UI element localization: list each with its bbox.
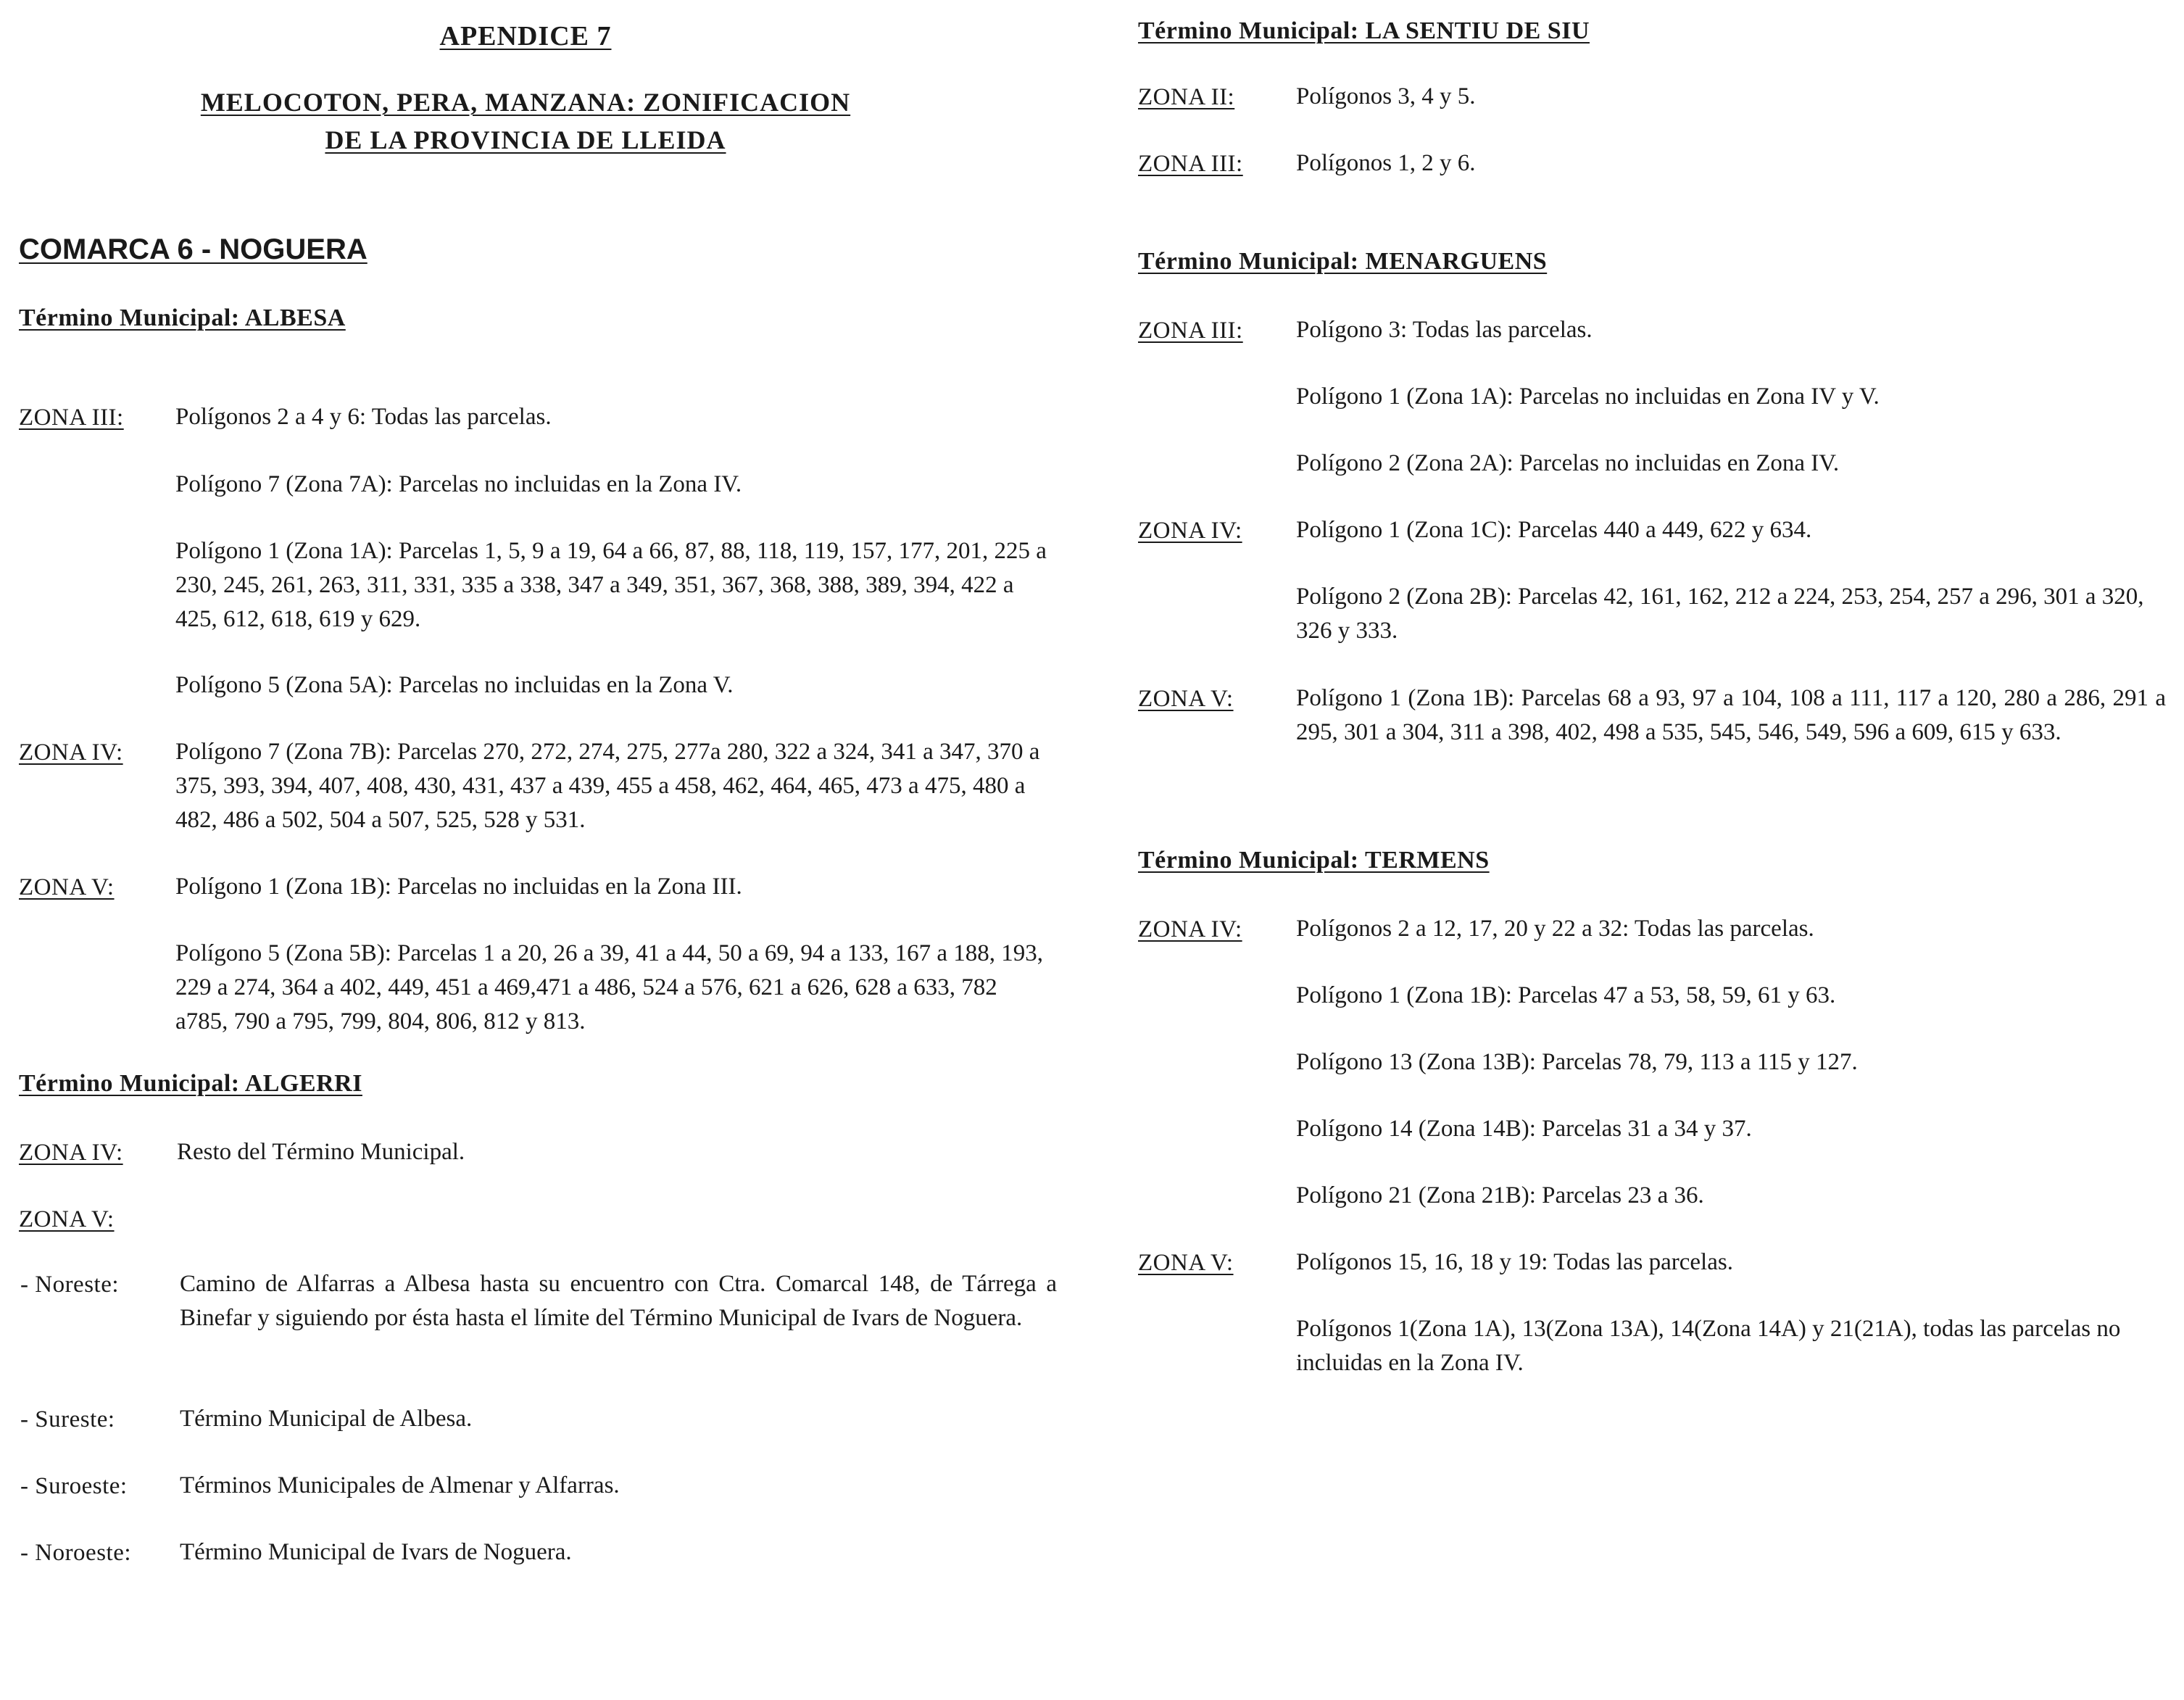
sentiu-zona-ii-label: ZONA II: [1138,84,1235,110]
menarguens-zona-iii-text-2: Polígono 1 (Zona 1A): Parcelas no incluidas en Zona IV y V. [1296,383,1880,410]
albesa-zona-iv-label: ZONA IV: [19,739,123,766]
menarguens-zona-iv-text-1: Polígono 1 (Zona 1C): Parcelas 440 a 449, 622 y 634. [1296,517,1812,543]
albesa-zona-iv-text-1: Polígono 7 (Zona 7B): Parcelas 270, 272, 274, 275, 277a 280, 322 a 324, 341 a 347, 370 a 375, 393, 394, 407, 408, 430, 431, 437 a 439, 455 a 458, 462, 464, 465, 473 a 475, 480 a 482, 486 a 502, 504 a 507, 525, 528 y 531. [175,739,1040,833]
menarguens-zona-v-label: ZONA V: [1138,686,1234,712]
termens-zona-v-label: ZONA V: [1138,1250,1234,1276]
algerri-noroeste-text: Término Municipal de Ivars de Noguera. [180,1539,572,1565]
menarguens-zona-iii-label: ZONA III: [1138,318,1243,344]
algerri-zona-v-label: ZONA V: [19,1206,115,1232]
algerri-zona-iv-text-1: Resto del Término Municipal. [177,1139,465,1165]
subtitle-line-1: MELOCOTON, PERA, MANZANA: ZONIFICACION [200,88,851,117]
menarguens-zona-iii-text-3: Polígono 2 (Zona 2A): Parcelas no incluidas en Zona IV. [1296,450,1840,476]
termino-sentiu-title: Término Municipal: LA SENTIU DE SIU [1138,17,1590,44]
termens-zona-iv-text-2: Polígono 1 (Zona 1B): Parcelas 47 a 53, 58, 59, 61 y 63. [1296,982,1836,1008]
algerri-sureste-label: - Sureste: [20,1406,115,1432]
sentiu-zona-ii-text-1: Polígonos 3, 4 y 5. [1296,83,1476,109]
albesa-zona-iii-label: ZONA III: [19,405,124,431]
termens-zona-iv-text-4: Polígono 14 (Zona 14B): Parcelas 31 a 34 y 37. [1296,1116,1752,1142]
menarguens-zona-iv-label: ZONA IV: [1138,518,1242,544]
algerri-noroeste-label: - Noroeste: [20,1540,132,1566]
termino-albesa-title: Término Municipal: ALBESA [19,304,346,331]
sentiu-zona-iii-label: ZONA III: [1138,151,1243,177]
algerri-zona-iv-label: ZONA IV: [19,1140,123,1166]
sentiu-zona-iii-text-1: Polígonos 1, 2 y 6. [1296,150,1476,176]
algerri-suroeste-label: - Suroeste: [20,1473,128,1499]
menarguens-zona-v-text-1: Polígono 1 (Zona 1B): Parcelas 68 a 93, 97 a 104, 108 a 111, 117 a 120, 280 a 286, 291 a 295, 301 a 304, 311 a 398, 402, 498 a 535, 545, 546, 549, 596 a 609, 615 y 633. [1296,685,2166,745]
termens-zona-v-text-2: Polígonos 1(Zona 1A), 13(Zona 13A), 14(Zona 14A) y 21(21A), todas las parcelas no incluidas en la Zona IV. [1296,1316,2121,1376]
termino-termens-title: Término Municipal: TERMENS [1138,847,1490,874]
appendix-title: APENDICE 7 [439,21,612,51]
albesa-zona-v-label: ZONA V: [19,874,115,900]
algerri-noreste-label: - Noreste: [20,1272,120,1298]
albesa-zona-iii-text-2: Polígono 7 (Zona 7A): Parcelas no incluidas en la Zona IV. [175,471,742,497]
termens-zona-iv-text-5: Polígono 21 (Zona 21B): Parcelas 23 a 36. [1296,1182,1704,1208]
albesa-zona-iii-text-4: Polígono 5 (Zona 5A): Parcelas no incluidas en la Zona V. [175,672,734,698]
termens-zona-iv-label: ZONA IV: [1138,916,1242,942]
albesa-zona-v-text-2: Polígono 5 (Zona 5B): Parcelas 1 a 20, 26 a 39, 41 a 44, 50 a 69, 94 a 133, 167 a 188, 193, 229 a 274, 364 a 402, 449, 451 a 469,471 a 486, 524 a 576, 621 a 626, 628 a 633, 782 a785, 790 a 795, 799, 804, 806, 812 y 813. [175,940,1043,1034]
algerri-noreste-text: Camino de Alfarras a Albesa hasta su encuentro con Ctra. Comarcal 148, de Tárrega a Binefar y siguiendo por ésta hasta el límite del Término Municipal de Ivars de Noguera. [180,1271,1057,1331]
termens-zona-v-text-1: Polígonos 15, 16, 18 y 19: Todas las parcelas. [1296,1249,1733,1275]
subtitle-line-2: DE LA PROVINCIA DE LLEIDA [325,125,726,154]
algerri-sureste-text: Término Municipal de Albesa. [180,1406,473,1432]
menarguens-zona-iii-text-1: Polígono 3: Todas las parcelas. [1296,317,1593,343]
termens-zona-iv-text-3: Polígono 13 (Zona 13B): Parcelas 78, 79, 113 a 115 y 127. [1296,1049,1858,1075]
albesa-zona-iii-text-1: Polígonos 2 a 4 y 6: Todas las parcelas. [175,404,552,430]
termens-zona-iv-text-1: Polígonos 2 a 12, 17, 20 y 22 a 32: Todas las parcelas. [1296,916,1814,942]
algerri-suroeste-text: Términos Municipales de Almenar y Alfarras. [180,1472,620,1498]
albesa-zona-v-text-1: Polígono 1 (Zona 1B): Parcelas no incluidas en la Zona III. [175,874,742,900]
albesa-zona-iii-text-3: Polígono 1 (Zona 1A): Parcelas 1, 5, 9 a 19, 64 a 66, 87, 88, 118, 119, 157, 177, 201, 225 a 230, 245, 261, 263, 311, 331, 335 a 338, 347 a 349, 351, 367, 368, 388, 389, 394, 422 a 425, 612, 618, 619 y 629. [175,538,1047,632]
comarca-heading: COMARCA 6 - NOGUERA [19,233,368,265]
termino-menarguens-title: Término Municipal: MENARGUENS [1138,248,1548,275]
menarguens-zona-iv-text-2: Polígono 2 (Zona 2B): Parcelas 42, 161, 162, 212 a 224, 253, 254, 257 a 296, 301 a 320, 326 y 333. [1296,584,2144,644]
termino-algerri-title: Término Municipal: ALGERRI [19,1070,362,1097]
